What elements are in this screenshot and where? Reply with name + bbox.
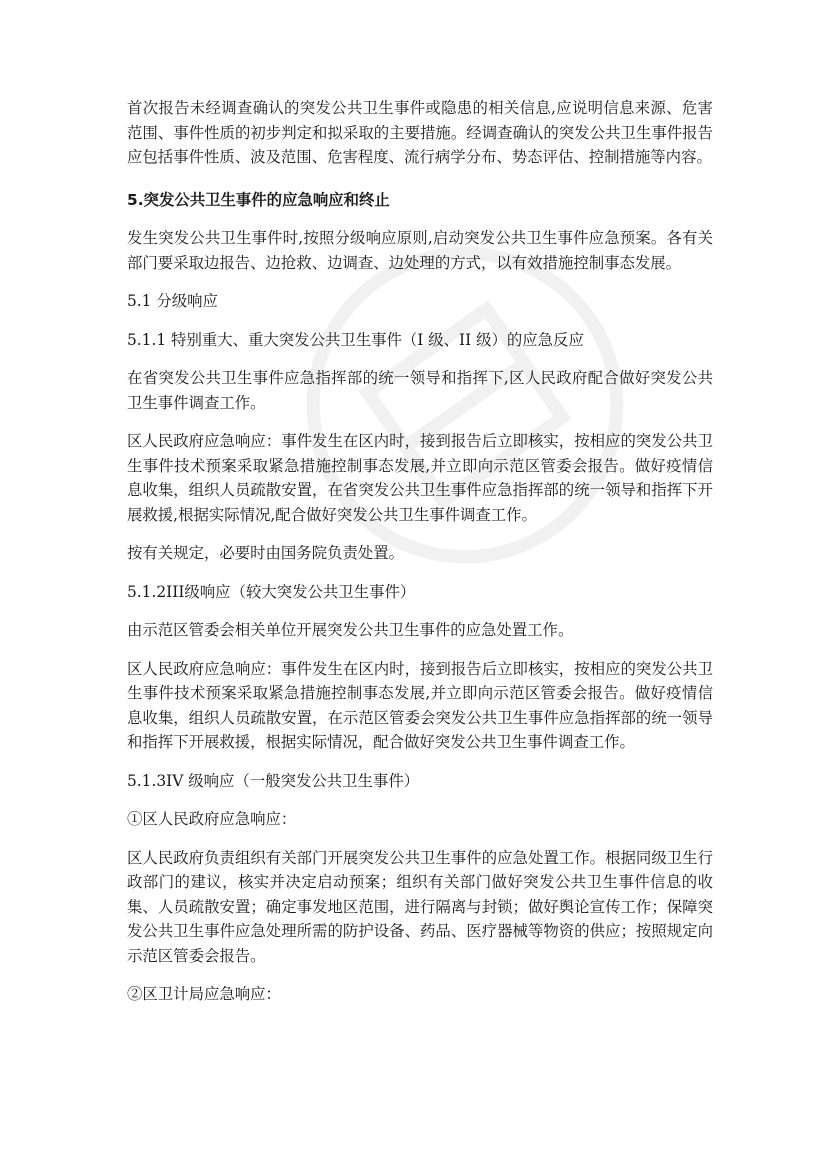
paragraph-response-principle: 发生突发公共卫生事件时,按照分级响应原则,启动突发公共卫生事件应急预案。各有关部门要采取边报告、边抢救、边调查、边处理的方式，以有效措施控制事态发展。 xyxy=(127,229,713,272)
paragraph-district-response-2: 区人民政府应急响应：事件发生在区内时，接到报告后立即核实，按相应的突发公共卫生事件技术预案采取紧急措施控制事态发展,并立即向示范区管委会报告。做好疫情信息收集，组织人员疏散安置，在示范区管委会突发公共卫生事件应急指挥部的统一领导和指挥下开展救援，根据实际情况，配合做好突发公共卫生事件调查工作。 xyxy=(127,659,713,751)
paragraph-state-council: 按有关规定，必要时由国务院负责处置。 xyxy=(127,544,405,562)
subheading-5-1-3: 5.1.3IV 级响应（一般突发公共卫生事件） xyxy=(127,771,420,790)
paragraph-provincial-command: 在省突发公共卫生事件应急指挥部的统一领导和指挥下,区人民政府配合做好突发公共卫生事件调查工作。 xyxy=(127,369,713,412)
subheading-5-1-1: 5.1.1 特别重大、重大突发公共卫生事件（I 级、II 级）的应急反应 xyxy=(127,330,584,349)
paragraph-first-report: 首次报告未经调查确认的突发公共卫生事件或隐患的相关信息,应说明信息来源、危害范围、事件性质的初步判定和拟采取的主要措施。经调查确认的突发公共卫生事件报告应包括事件性质、波及范围、危害程度、流行病学分布、势态评估、控制措施等内容。 xyxy=(127,99,713,166)
paragraph-district-government-duties: 区人民政府负责组织有关部门开展突发公共卫生事件的应急处置工作。根据同级卫生行政部门的建议，核实并决定启动预案；组织有关部门做好突发公共卫生事件信息的收集、人员疏散安置；确定事发地区范围，进行隔离与封锁；做好舆论宣传工作；保障突发公共卫生事件应急处理所需的防护设备、药品、医疗器械等物资的供应；按照规定向示范区管委会报告。 xyxy=(127,848,713,965)
list-item-health-bureau: ②区卫计局应急响应： xyxy=(127,985,281,1003)
section-heading-5: 5.突发公共卫生事件的应急响应和终止 xyxy=(127,190,390,209)
paragraph-district-response-1: 区人民政府应急响应：事件发生在区内时，接到报告后立即核实，按相应的突发公共卫生事件技术预案采取紧急措施控制事态发展,并立即向示范区管委会报告。做好疫情信息收集，组织人员疏散安置，在省突发公共卫生事件应急指挥部的统一领导和指挥下开展救援,根据实际情况,配合做好突发公共卫生事件调查工作。 xyxy=(127,432,713,524)
paragraph-committee-handling: 由示范区管委会相关单位开展突发公共卫生事件的应急处置工作。 xyxy=(127,621,574,639)
document-body xyxy=(127,96,713,1021)
subheading-5-1-2: 5.1.2III级响应（较大突发公共卫生事件） xyxy=(127,582,416,601)
list-item-district-government: ①区人民政府应急响应： xyxy=(127,810,297,828)
subheading-5-1: 5.1 分级响应 xyxy=(127,292,218,310)
